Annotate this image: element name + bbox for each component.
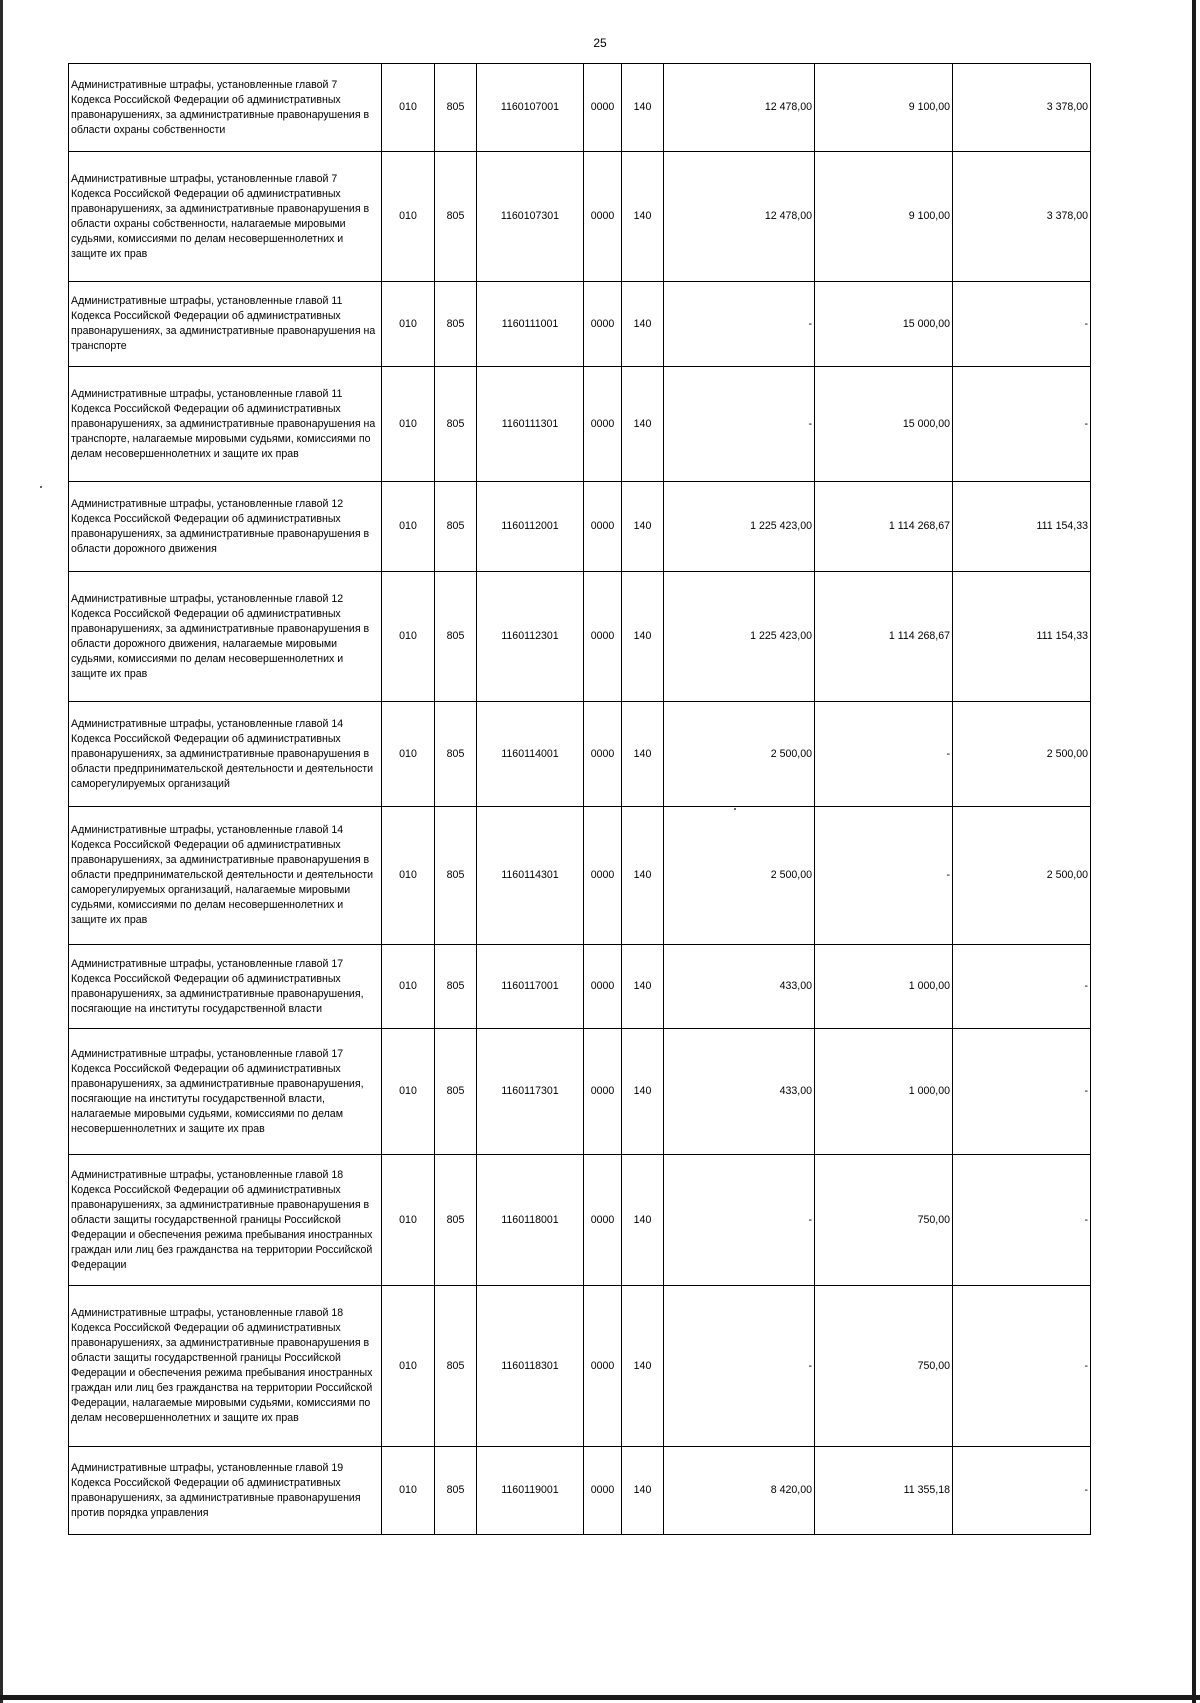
amount-col3: - bbox=[953, 945, 1091, 1029]
code-kosgu: 140 bbox=[622, 64, 664, 152]
table-row bbox=[69, 572, 1091, 702]
table-row bbox=[69, 1447, 1091, 1535]
amount-col3: - bbox=[953, 1155, 1091, 1286]
code-kosgu: 140 bbox=[622, 282, 664, 367]
amount-col1: - bbox=[664, 1286, 815, 1447]
code-revenue: 1160114301 bbox=[477, 807, 584, 945]
amount-col1: 8 420,00 bbox=[664, 1447, 815, 1535]
code-kosgu: 140 bbox=[622, 1155, 664, 1286]
amount-col2: - bbox=[815, 702, 953, 807]
code-admin: 805 bbox=[435, 945, 477, 1029]
amount-col2: 1 114 268,67 bbox=[815, 572, 953, 702]
code-kosgu: 140 bbox=[622, 807, 664, 945]
amount-col1: 2 500,00 bbox=[664, 807, 815, 945]
code-admin: 805 bbox=[435, 282, 477, 367]
code-chapter: 010 bbox=[382, 1286, 435, 1447]
code-chapter: 010 bbox=[382, 945, 435, 1029]
amount-col1: 433,00 bbox=[664, 945, 815, 1029]
table-row bbox=[69, 702, 1091, 807]
code-revenue: 1160118301 bbox=[477, 1286, 584, 1447]
code-kosgu: 140 bbox=[622, 945, 664, 1029]
row-description: Административные штрафы, установленные главой 14 Кодекса Российской Федерации об административных правонарушениях, за административные правонарушения в области предпринимательской деятельности и деятельности саморегулируемых организаций, налагаемые мировыми судьями, комиссиями по делам несовершеннолетних и защите их прав bbox=[69, 807, 382, 945]
revenue-table bbox=[68, 63, 1091, 1535]
code-subtype: 0000 bbox=[584, 367, 622, 482]
code-subtype: 0000 bbox=[584, 1029, 622, 1155]
amount-col2: 750,00 bbox=[815, 1155, 953, 1286]
code-kosgu: 140 bbox=[622, 1447, 664, 1535]
code-admin: 805 bbox=[435, 1029, 477, 1155]
code-admin: 805 bbox=[435, 482, 477, 572]
code-admin: 805 bbox=[435, 367, 477, 482]
row-description: Административные штрафы, установленные главой 12 Кодекса Российской Федерации об административных правонарушениях, за административные правонарушения в области дорожного движения bbox=[69, 482, 382, 572]
code-admin: 805 bbox=[435, 152, 477, 282]
row-description: Административные штрафы, установленные главой 7 Кодекса Российской Федерации об административных правонарушениях, за административные правонарушения в области охраны собственности, налагаемые мировыми судьями, комиссиями по делам несовершеннолетних и защите их прав bbox=[69, 152, 382, 282]
amount-col1: 12 478,00 bbox=[664, 152, 815, 282]
amount-col1: 12 478,00 bbox=[664, 64, 815, 152]
row-description: Административные штрафы, установленные главой 11 Кодекса Российской Федерации об административных правонарушениях, за административные правонарушения на транспорте, налагаемые мировыми судьями, комиссиями по делам несовершеннолетних и защите их прав bbox=[69, 367, 382, 482]
row-description: Административные штрафы, установленные главой 7 Кодекса Российской Федерации об административных правонарушениях, за административные правонарушения в области охраны собственности bbox=[69, 64, 382, 152]
amount-col2: 750,00 bbox=[815, 1286, 953, 1447]
code-revenue: 1160114001 bbox=[477, 702, 584, 807]
code-revenue: 1160117001 bbox=[477, 945, 584, 1029]
code-chapter: 010 bbox=[382, 64, 435, 152]
code-kosgu: 140 bbox=[622, 1286, 664, 1447]
table-row bbox=[69, 64, 1091, 152]
table-row bbox=[69, 945, 1091, 1029]
code-kosgu: 140 bbox=[622, 367, 664, 482]
amount-col1: 1 225 423,00 bbox=[664, 572, 815, 702]
code-subtype: 0000 bbox=[584, 1286, 622, 1447]
code-chapter: 010 bbox=[382, 1447, 435, 1535]
code-kosgu: 140 bbox=[622, 482, 664, 572]
amount-col3: 111 154,33 bbox=[953, 572, 1091, 702]
amount-col2: 1 114 268,67 bbox=[815, 482, 953, 572]
row-description: Административные штрафы, установленные главой 17 Кодекса Российской Федерации об административных правонарушениях, за административные правонарушения, посягающие на институты государственной власти, налагаемые мировыми судьями, комиссиями по делам несовершеннолетних и защите их прав bbox=[69, 1029, 382, 1155]
code-kosgu: 140 bbox=[622, 1029, 664, 1155]
amount-col2: 1 000,00 bbox=[815, 1029, 953, 1155]
code-revenue: 1160119001 bbox=[477, 1447, 584, 1535]
code-subtype: 0000 bbox=[584, 807, 622, 945]
code-chapter: 010 bbox=[382, 1155, 435, 1286]
code-subtype: 0000 bbox=[584, 1155, 622, 1286]
amount-col1: 2 500,00 bbox=[664, 702, 815, 807]
amount-col3: - bbox=[953, 282, 1091, 367]
code-chapter: 010 bbox=[382, 572, 435, 702]
code-admin: 805 bbox=[435, 702, 477, 807]
page-number: 25 bbox=[593, 36, 607, 50]
code-subtype: 0000 bbox=[584, 282, 622, 367]
code-chapter: 010 bbox=[382, 152, 435, 282]
amount-col3: - bbox=[953, 1286, 1091, 1447]
scan-bottom-edge bbox=[0, 1695, 1200, 1700]
row-description: Административные штрафы, установленные главой 11 Кодекса Российской Федерации об административных правонарушениях, за административные правонарушения на транспорте bbox=[69, 282, 382, 367]
amount-col3: - bbox=[953, 367, 1091, 482]
code-revenue: 1160111301 bbox=[477, 367, 584, 482]
table-row bbox=[69, 482, 1091, 572]
code-revenue: 1160112301 bbox=[477, 572, 584, 702]
row-description: Административные штрафы, установленные главой 19 Кодекса Российской Федерации об административных правонарушениях, за административные правонарушения против порядка управления bbox=[69, 1447, 382, 1535]
amount-col3: - bbox=[953, 1447, 1091, 1535]
table-row bbox=[69, 1155, 1091, 1286]
code-subtype: 0000 bbox=[584, 702, 622, 807]
code-chapter: 010 bbox=[382, 482, 435, 572]
row-description: Административные штрафы, установленные главой 18 Кодекса Российской Федерации об административных правонарушениях, за административные правонарушения в области защиты государственной границы Российской Федерации и обеспечения режима пребывания иностранных граждан или лиц без гражданства на территории Российской Федерации bbox=[69, 1155, 382, 1286]
table-row bbox=[69, 807, 1091, 945]
code-subtype: 0000 bbox=[584, 64, 622, 152]
amount-col2: 15 000,00 bbox=[815, 282, 953, 367]
amount-col2: 15 000,00 bbox=[815, 367, 953, 482]
table-row bbox=[69, 282, 1091, 367]
code-subtype: 0000 bbox=[584, 482, 622, 572]
code-subtype: 0000 bbox=[584, 572, 622, 702]
code-kosgu: 140 bbox=[622, 152, 664, 282]
code-revenue: 1160112001 bbox=[477, 482, 584, 572]
table-row bbox=[69, 1029, 1091, 1155]
amount-col1: - bbox=[664, 282, 815, 367]
amount-col2: - bbox=[815, 807, 953, 945]
table-row bbox=[69, 152, 1091, 282]
row-description: Административные штрафы, установленные главой 18 Кодекса Российской Федерации об административных правонарушениях, за административные правонарушения в области защиты государственной границы Российской Федерации и обеспечения режима пребывания иностранных граждан или лиц без гражданства на территории Российской Федерации, налагаемые мировыми судьями, комиссиями по делам несовершеннолетних и защите их прав bbox=[69, 1286, 382, 1447]
amount-col2: 11 355,18 bbox=[815, 1447, 953, 1535]
code-revenue: 1160118001 bbox=[477, 1155, 584, 1286]
code-chapter: 010 bbox=[382, 367, 435, 482]
amount-col2: 9 100,00 bbox=[815, 64, 953, 152]
code-chapter: 010 bbox=[382, 1029, 435, 1155]
code-subtype: 0000 bbox=[584, 1447, 622, 1535]
code-revenue: 1160107301 bbox=[477, 152, 584, 282]
code-revenue: 1160107001 bbox=[477, 64, 584, 152]
amount-col3: 2 500,00 bbox=[953, 807, 1091, 945]
table-row bbox=[69, 1286, 1091, 1447]
code-revenue: 1160117301 bbox=[477, 1029, 584, 1155]
code-kosgu: 140 bbox=[622, 702, 664, 807]
row-description: Административные штрафы, установленные главой 12 Кодекса Российской Федерации об административных правонарушениях, за административные правонарушения в области дорожного движения, налагаемые мировыми судьями, комиссиями по делам несовершеннолетних и защите их прав bbox=[69, 572, 382, 702]
code-subtype: 0000 bbox=[584, 945, 622, 1029]
amount-col2: 1 000,00 bbox=[815, 945, 953, 1029]
code-revenue: 1160111001 bbox=[477, 282, 584, 367]
amount-col1: 433,00 bbox=[664, 1029, 815, 1155]
code-chapter: 010 bbox=[382, 282, 435, 367]
code-admin: 805 bbox=[435, 64, 477, 152]
table-row bbox=[69, 367, 1091, 482]
scan-left-edge bbox=[0, 0, 3, 1703]
amount-col1: 1 225 423,00 bbox=[664, 482, 815, 572]
amount-col1: - bbox=[664, 367, 815, 482]
row-description: Административные штрафы, установленные главой 17 Кодекса Российской Федерации об административных правонарушениях, за административные правонарушения, посягающие на институты государственной власти bbox=[69, 945, 382, 1029]
row-description: Административные штрафы, установленные главой 14 Кодекса Российской Федерации об административных правонарушениях, за административные правонарушения в области предпринимательской деятельности и деятельности саморегулируемых организаций bbox=[69, 702, 382, 807]
amount-col3: 3 378,00 bbox=[953, 152, 1091, 282]
scan-speck bbox=[40, 486, 42, 488]
code-admin: 805 bbox=[435, 1286, 477, 1447]
code-kosgu: 140 bbox=[622, 572, 664, 702]
amount-col3: 2 500,00 bbox=[953, 702, 1091, 807]
scan-right-edge bbox=[1192, 0, 1196, 1703]
code-admin: 805 bbox=[435, 1447, 477, 1535]
amount-col3: 111 154,33 bbox=[953, 482, 1091, 572]
code-chapter: 010 bbox=[382, 702, 435, 807]
code-admin: 805 bbox=[435, 572, 477, 702]
code-chapter: 010 bbox=[382, 807, 435, 945]
amount-col3: - bbox=[953, 1029, 1091, 1155]
amount-col2: 9 100,00 bbox=[815, 152, 953, 282]
amount-col1: - bbox=[664, 1155, 815, 1286]
code-subtype: 0000 bbox=[584, 152, 622, 282]
amount-col3: 3 378,00 bbox=[953, 64, 1091, 152]
code-admin: 805 bbox=[435, 807, 477, 945]
code-admin: 805 bbox=[435, 1155, 477, 1286]
